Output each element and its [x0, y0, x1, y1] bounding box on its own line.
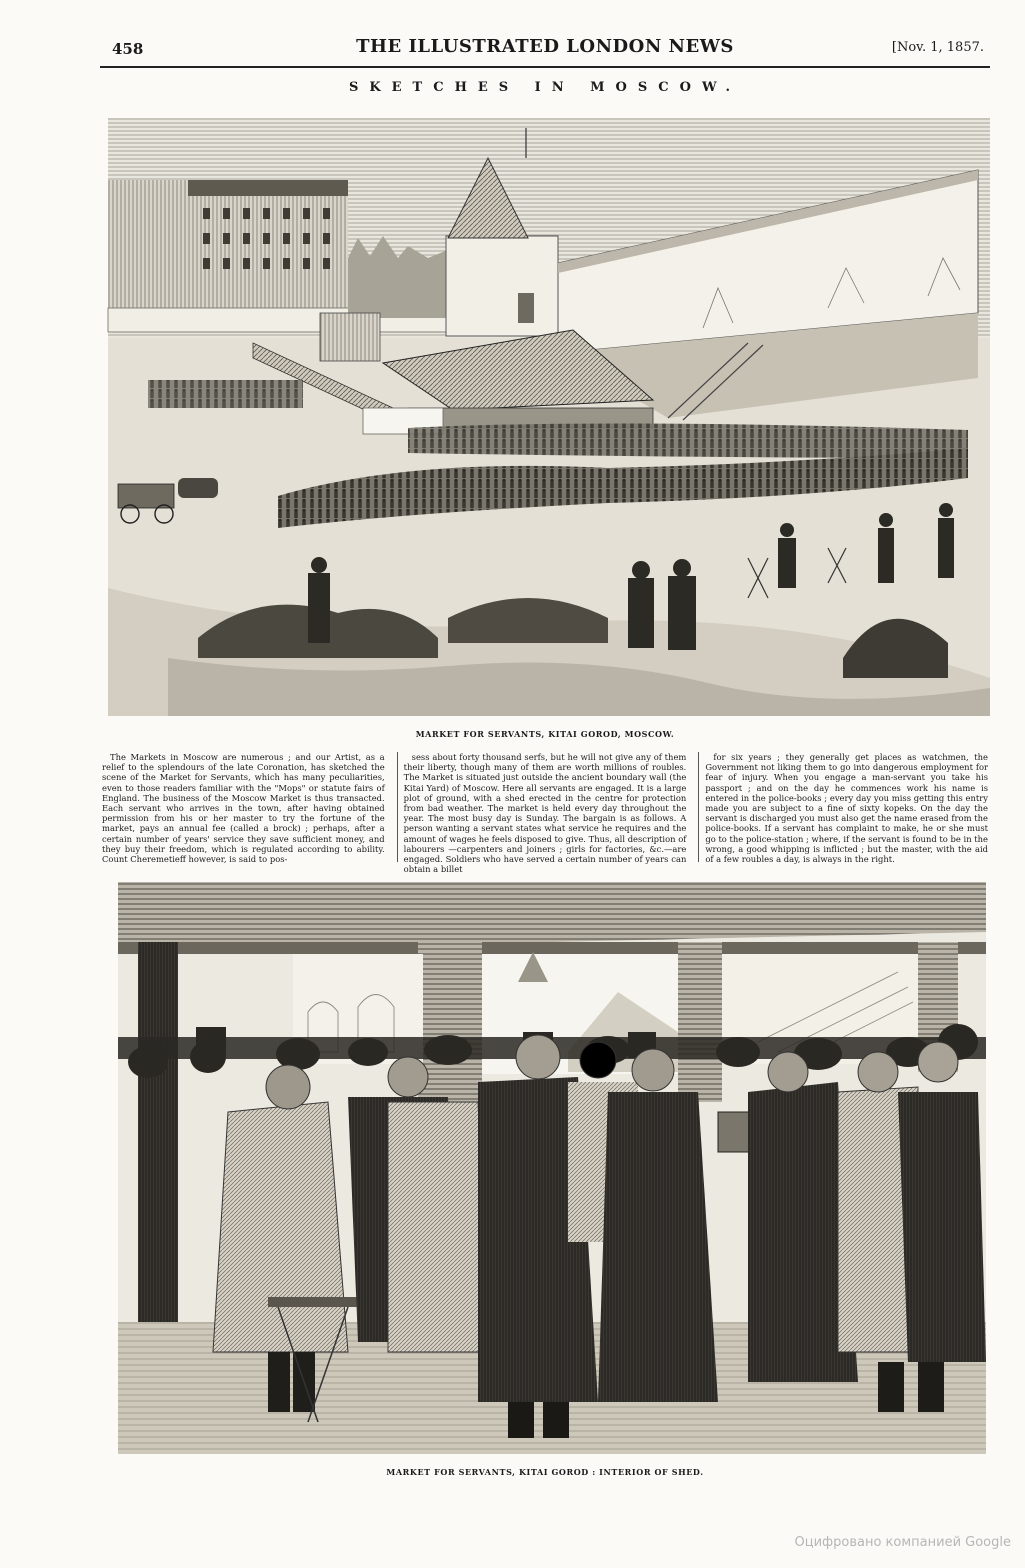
market-engraving-caption: MARKET FOR SERVANTS, KITAI GOROD, MOSCOW. [415, 729, 675, 739]
newspaper-title: THE ILLUSTRATED LONDON NEWS [356, 36, 734, 57]
article-paragraph: sess about forty thousand serfs, but he will not give any of them their liberty, though many of them are worth millions of roubles. The Market is situated just outside the ancient boundary wall (the Kitai Yard) of Moscow. Here all servants are engaged. It is a large plot of ground, with a shed erected in the centre for protection from bad weather. The market is held every day throughout the year. The most busy day is Sunday. The bargain is as follows. A person wanting a servant states what service he requires and the amount of wages he feels disposed to give. Thus, all description of labourers —carpenters and joiners ; girls for factories, &c.—are engaged. Soldiers who have served a certain number of years can obtain a billet [403, 752, 687, 875]
article-column-2 [397, 752, 689, 875]
masthead [100, 36, 990, 68]
section-title: SKETCHES IN MOSCOW. [348, 80, 742, 95]
article-column-3 [698, 752, 990, 865]
market-engraving [108, 118, 990, 716]
article-column-1 [100, 752, 387, 865]
shed-interior-engraving [118, 882, 986, 1454]
article-paragraph: for six years ; they generally get places as watchmen, the Government not liking them to go into dangerous employment for fear of injury. When you engage a man-servant you take his passport ; and on the day he commences work his name is entered in the police-books ; every day you miss getting this entry made you are subject to a fine of sixty kopeks. On the day the servant is discharged you must also get the name erased from the police-books. If a servant has complaint to make, he or she must go to the police-station ; where, if the servant is found to be in the wrong, a good whipping is inflicted ; but the master, with the aid of a few roubles a day, is always in the right. [705, 752, 989, 865]
digitization-watermark: Оцифровано компанией Google [794, 1535, 1011, 1550]
article-body [100, 752, 990, 875]
market-engraving-art [108, 118, 990, 716]
shed-interior-engraving-caption: MARKET FOR SERVANTS, KITAI GOROD : INTERIOR OF SHED. [386, 1467, 704, 1477]
issue-date: [Nov. 1, 1857. [891, 40, 984, 55]
page-number: 458 [112, 40, 144, 58]
shed-interior-engraving-art [118, 882, 986, 1454]
article-paragraph: The Markets in Moscow are numerous ; and our Artist, as a relief to the splendours of the late Coronation, has sketched the scene of the Market for Servants, which has many peculiarities, even to those readers familiar with the "Mops" or statute fairs of England. The business of the Moscow Market is thus transacted. Each servant who arrives in the town, after having obtained permission from his or her master to try the fortune of the market, pays an annual fee (called a brock) ; perhaps, after a certain number of years' service they save sufficient money, and they buy their freedom, which is regulated according to ability. Count Cheremetieff however, is said to pos- [102, 752, 385, 865]
